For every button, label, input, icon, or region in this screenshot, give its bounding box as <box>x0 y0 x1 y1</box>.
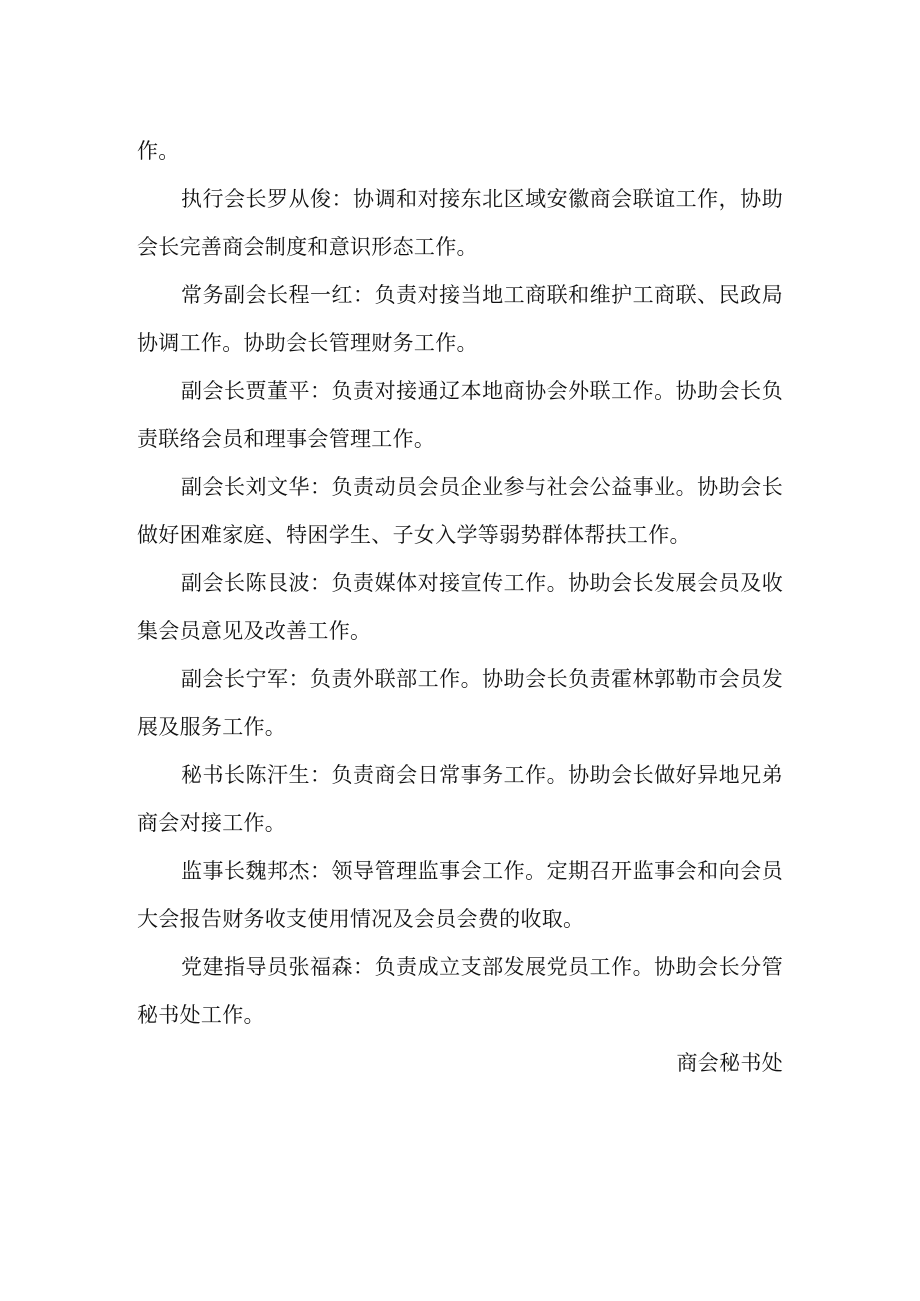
duty-paragraph-executive-president: 执行会长罗从俊：协调和对接东北区域安徽商会联谊工作，协助会长完善商会制度和意识形态工作。 <box>137 187 783 259</box>
duty-paragraph-vice-president-jia: 副会长贾董平：负责对接通辽本地商协会外联工作。协助会长负责联络会员和理事会管理工作。 <box>137 379 783 451</box>
duty-paragraph-vice-president-chen: 副会长陈艮波：负责媒体对接宣传工作。协助会长发展会员及收集会员意见及改善工作。 <box>137 571 783 643</box>
duty-paragraph-vice-president-ning: 副会长宁军：负责外联部工作。协助会长负责霍林郭勒市会员发展及服务工作。 <box>137 667 783 739</box>
duty-paragraph-standing-vice-president: 常务副会长程一红：负责对接当地工商联和维护工商联、民政局协调工作。协助会长管理财务工作。 <box>137 283 783 355</box>
document-body <box>137 127 783 1087</box>
duty-paragraph-party-instructor: 党建指导员张福森：负责成立支部发展党员工作。协助会长分管秘书处工作。 <box>137 955 783 1027</box>
duty-paragraph-supervisor: 监事长魏邦杰：领导管理监事会工作。定期召开监事会和向会员大会报告财务收支使用情况及会员会费的收取。 <box>137 859 783 931</box>
continued-text: 作。 <box>137 139 180 163</box>
duty-paragraph-vice-president-liu: 副会长刘文华：负责动员会员企业参与社会公益事业。协助会长做好困难家庭、特困学生、子女入学等弱势群体帮扶工作。 <box>137 475 783 547</box>
duty-paragraph-secretary-general: 秘书长陈汗生：负责商会日常事务工作。协助会长做好异地兄弟商会对接工作。 <box>137 763 783 835</box>
signature: 商会秘书处 <box>676 1051 783 1075</box>
